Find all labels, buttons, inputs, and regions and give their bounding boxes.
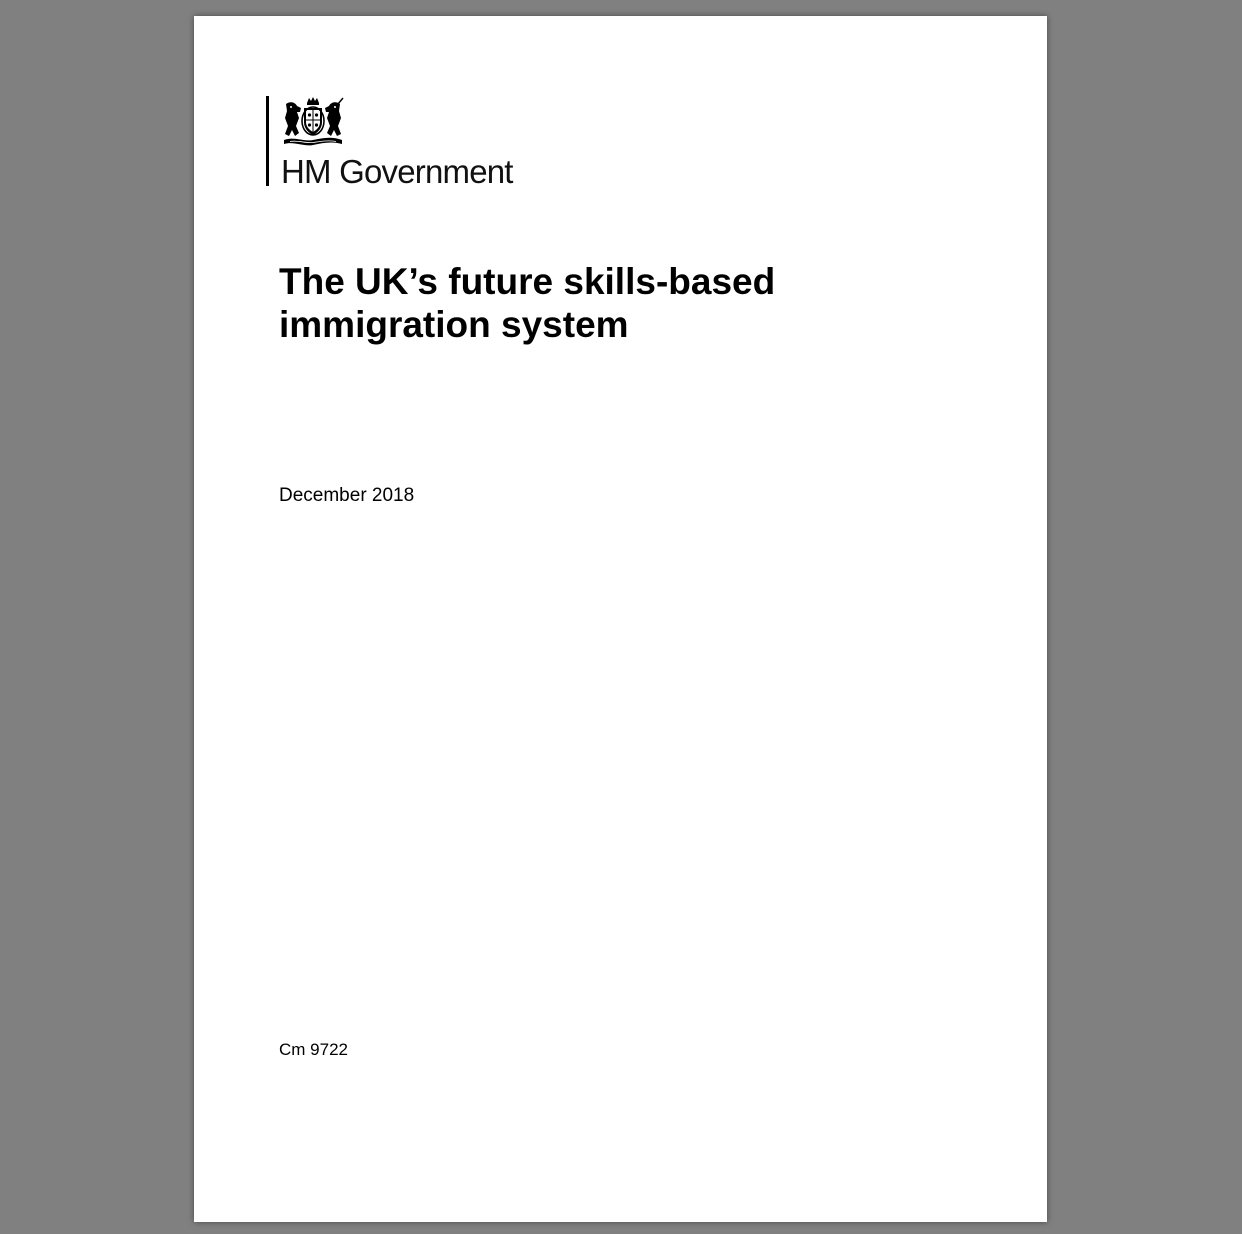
publication-date: December 2018: [279, 485, 415, 506]
document-title-line: immigration system: [279, 304, 629, 345]
command-paper-number: Cm 9722: [279, 1040, 348, 1059]
logo-vertical-rule: [266, 96, 269, 186]
document-page: [194, 16, 1047, 1222]
document-title: [279, 260, 899, 346]
hm-government-logo: [266, 96, 546, 188]
document-title-line: The UK’s future skills-based: [279, 261, 776, 302]
royal-coat-of-arms-icon: [280, 96, 346, 148]
organisation-name: HM Government: [281, 153, 513, 190]
